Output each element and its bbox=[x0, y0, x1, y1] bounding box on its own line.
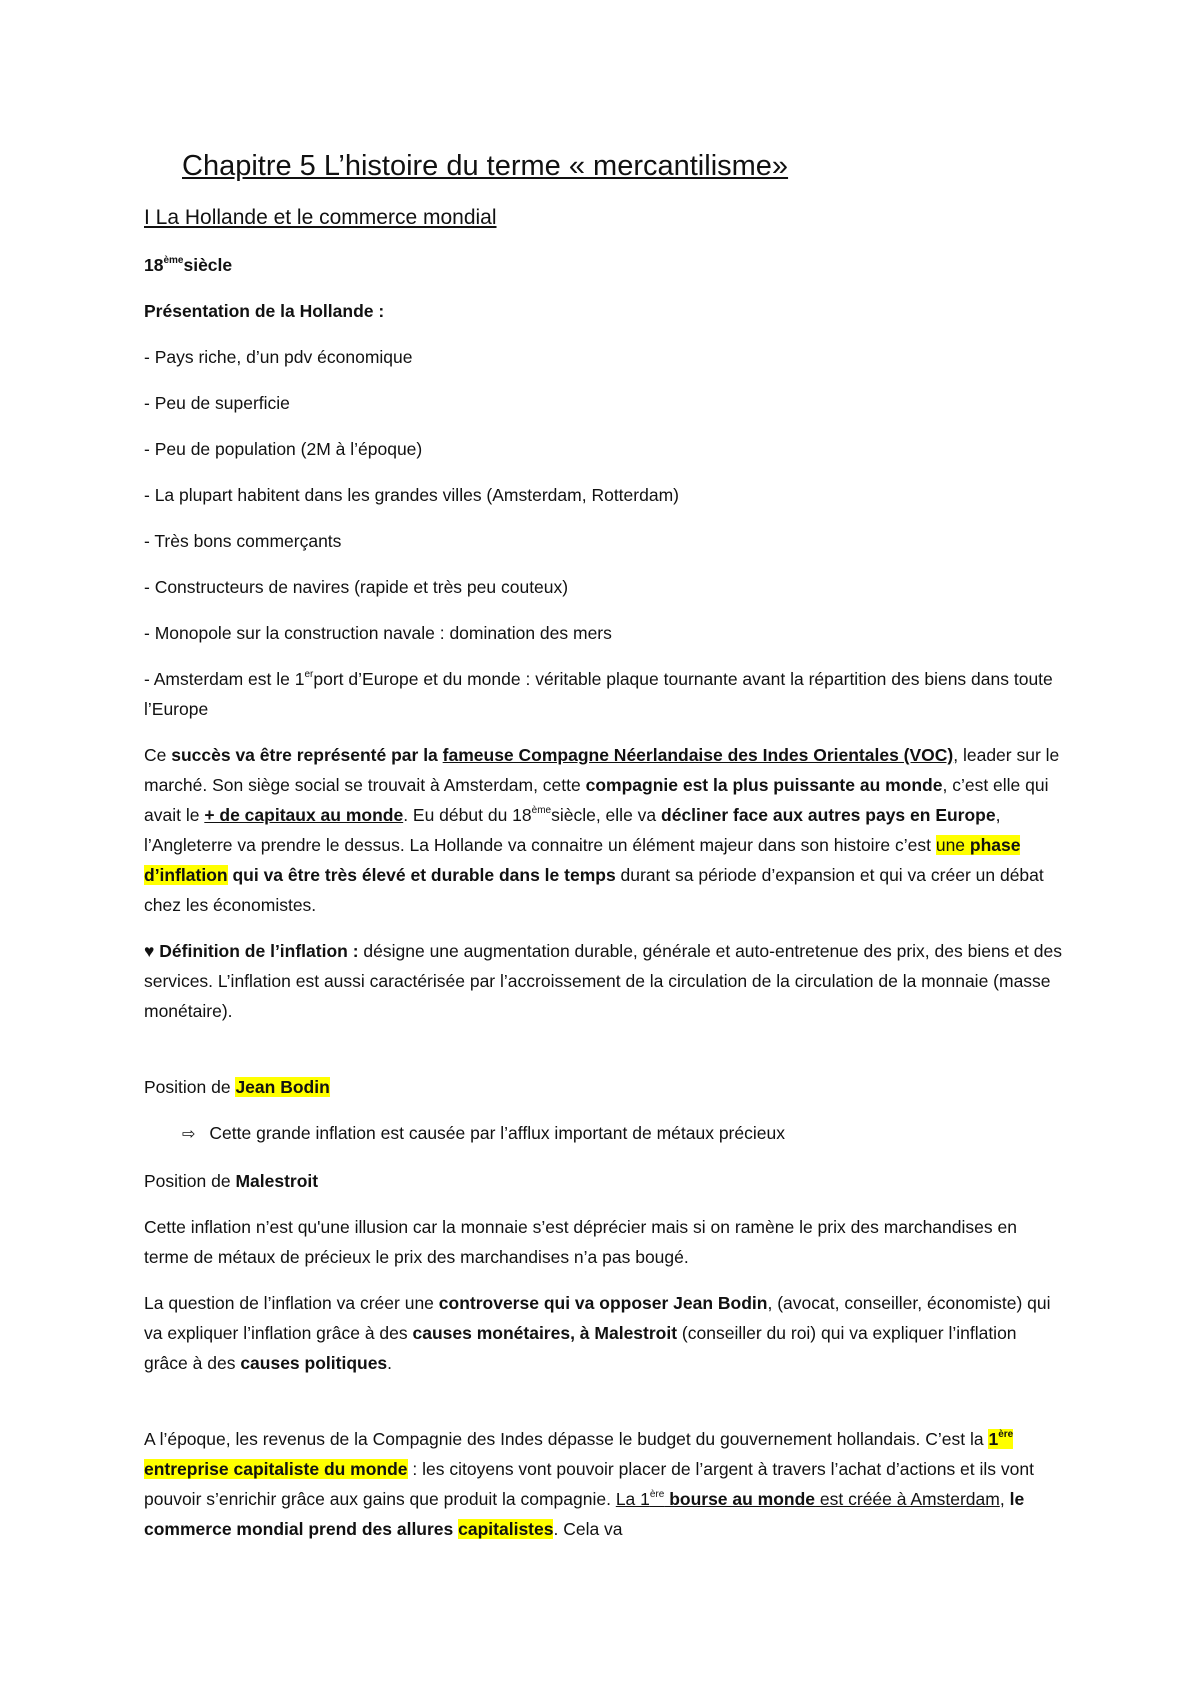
paragraph-malestroit: Cette inflation n’est qu'une illusion car la monnaie s’est déprécier mais si on ramène le prix des marchandises en terme de métaux de précieux le prix des marchandises n’a pas bougé. bbox=[144, 1217, 1017, 1267]
paragraph-voc: Ce succès va être représenté par la fameuse Compagne Néerlandaise des Indes Orientales (VOC), leader sur le marché. Son siège social se trouvait à Amsterdam, cette compagnie est la plus puissante au monde, c’est elle qui avait le + de capitaux au monde. Eu début du 18èmesiècle, elle va décliner face aux autres pays en Europe, l’Angleterre va prendre le dessus. La Hollande va connaitre un élément majeur dans son histoire c’est une phase d’inflation qui va être très élevé et durable dans le temps durant sa période d’expansion et qui va créer un débat chez les économistes. bbox=[144, 745, 1060, 915]
bodin-statement: Cette grande inflation est causée par l’afflux important de métaux précieux bbox=[209, 1123, 785, 1143]
bullet-item: - Peu de population (2M à l’époque) bbox=[144, 439, 423, 459]
page-title: Chapitre 5 L’histoire du terme « mercantilisme» bbox=[182, 150, 789, 182]
bullet-item: - La plupart habitent dans les grandes villes (Amsterdam, Rotterdam) bbox=[144, 485, 679, 505]
position-malestroit: Position de Malestroit bbox=[144, 1171, 319, 1191]
bullet-item: - Peu de superficie bbox=[144, 393, 290, 413]
century-line: 18èmesiècle bbox=[144, 255, 233, 275]
position-bodin: Position de Jean Bodin bbox=[144, 1077, 330, 1097]
bodin-arrow-row bbox=[182, 1118, 1064, 1150]
paragraph-epoque: A l’époque, les revenus de la Compagnie des Indes dépasse le budget du gouvernement hollandais. C’est la 1ère entreprise capitaliste du monde : les citoyens vont pouvoir placer de l’argent à travers l’achat d’actions et ils vont pouvoir s’enrichir grâce aux gains que produit la compagnie. La 1ère bourse au monde est créée à Amsterdam, le commerce mondial prend des allures capitalistes. Cela va bbox=[144, 1429, 1034, 1539]
document-content bbox=[144, 144, 1064, 1544]
paragraph-definition: ♥ Définition de l’inflation : désigne une augmentation durable, générale et auto-entretenue des prix, des biens et des services. L’inflation est aussi caractérisée par l’accroissement de la circulation de la circulation de la monnaie (masse monétaire). bbox=[144, 941, 1062, 1021]
section-heading: I La Hollande et le commerce mondial bbox=[144, 206, 497, 229]
bullet-item: - Monopole sur la construction navale : domination des mers bbox=[144, 623, 612, 643]
bullet-item: - Constructeurs de navires (rapide et très peu couteux) bbox=[144, 577, 569, 597]
paragraph-controverse: La question de l’inflation va créer une controverse qui va opposer Jean Bodin, (avocat, conseiller, économiste) qui va expliquer l’inflation grâce à des causes monétaires, à Malestroit (conseiller du roi) qui va expliquer l’inflation grâce à des causes politiques. bbox=[144, 1293, 1051, 1373]
bullet-item-amsterdam: - Amsterdam est le 1erport d’Europe et du monde : véritable plaque tournante avant la répartition des biens dans toute l’Europe bbox=[144, 669, 1053, 719]
arrow-right-icon: ⇨ bbox=[182, 1126, 196, 1143]
bullet-item: - Pays riche, d’un pdv économique bbox=[144, 347, 413, 367]
bullet-item: - Très bons commerçants bbox=[144, 531, 342, 551]
presentation-label: Présentation de la Hollande : bbox=[144, 301, 385, 321]
